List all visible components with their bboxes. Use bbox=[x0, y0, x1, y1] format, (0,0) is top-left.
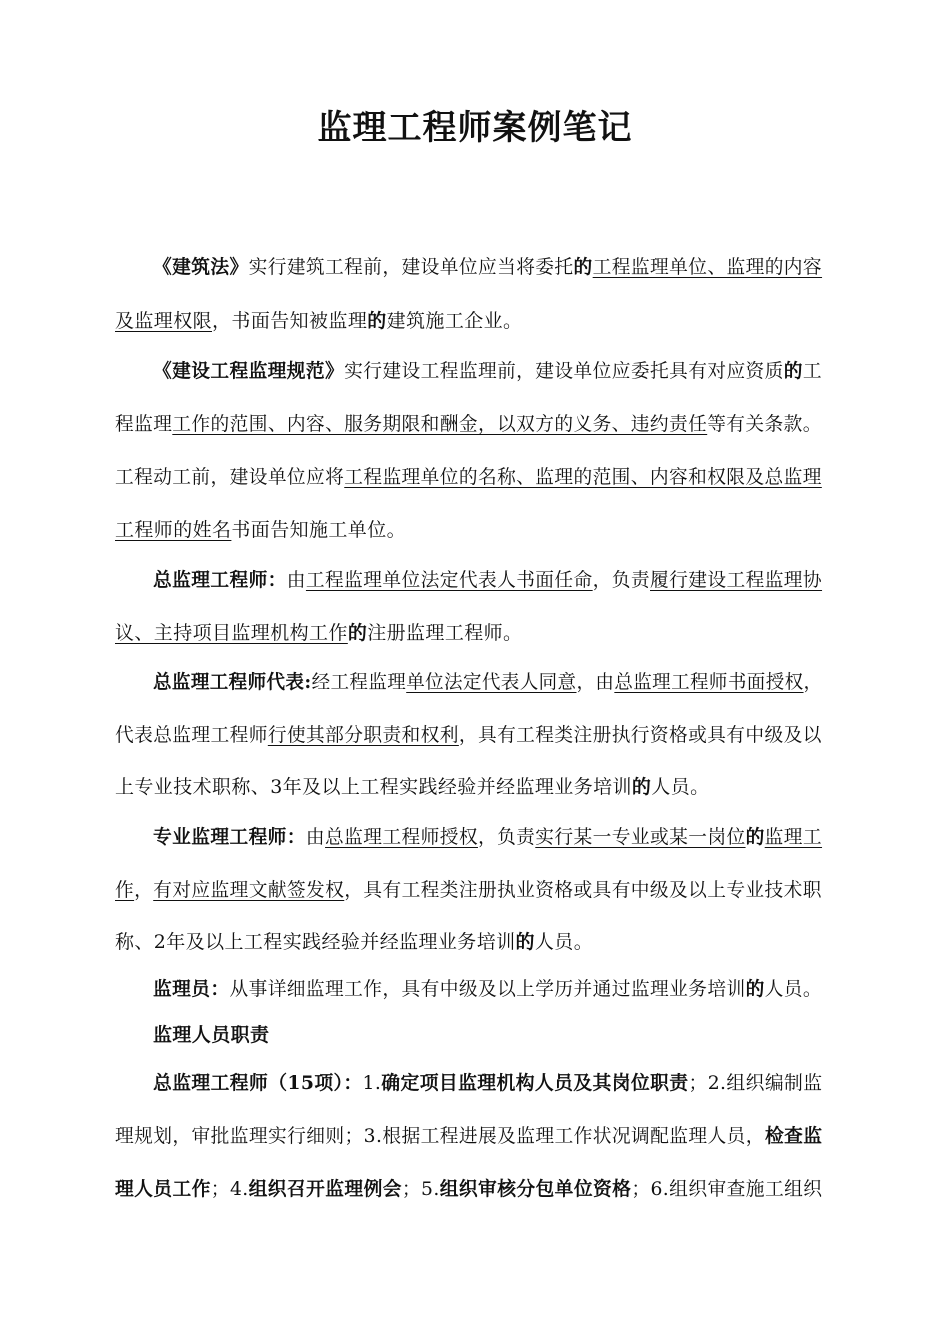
text-run: 的 bbox=[347, 622, 368, 644]
underlined-text: 及监理权限 bbox=[115, 310, 213, 332]
bold-text: 组织召开监理例会 bbox=[248, 1178, 402, 1200]
underlined-text: 工作的范围、内容、服务期限和酬金，以双方的义务、违约责任 bbox=[172, 413, 708, 435]
term-heading: 专业监理工程师： bbox=[153, 826, 306, 848]
text-run: 注册监理工程师。 bbox=[367, 622, 523, 644]
text-run: ；4. bbox=[210, 1178, 249, 1200]
text-run: 由 bbox=[286, 569, 306, 591]
paragraph-construction-law-line-2 bbox=[115, 306, 522, 333]
underlined-text: 监理工 bbox=[764, 826, 823, 848]
bold-text: 理人员工作 bbox=[115, 1178, 211, 1200]
paragraph-supervision-spec-line-3 bbox=[115, 462, 822, 489]
term-heading: 总监理工程师： bbox=[153, 569, 287, 591]
underlined-text: 工程监理单位的名称、监理的范围、内容和权限及总监理 bbox=[344, 466, 822, 488]
bold-text: 检查监 bbox=[764, 1125, 823, 1147]
paragraph-specialist-engineer-line-1 bbox=[153, 822, 822, 849]
law-name: 《建筑法》 bbox=[153, 256, 249, 278]
text-run: 称、2年及以上工程实践经验并经监理业务培训 bbox=[115, 931, 516, 953]
bold-text: 组织审核分包单位资格 bbox=[439, 1178, 632, 1200]
text-run: 由 bbox=[305, 826, 326, 848]
text-run: ，具有工程类注册执业资格或具有中级及以上专业技术职 bbox=[344, 879, 822, 901]
underlined-text: 总监理工程师授权 bbox=[325, 826, 478, 848]
underlined-text: 单位法定代表人同意 bbox=[406, 671, 577, 693]
text-run: 代表总监理工程师 bbox=[115, 724, 268, 746]
underlined-text: 有对应监理文献签发权 bbox=[153, 879, 345, 901]
text-run: 人员。 bbox=[534, 931, 594, 953]
text-run: 人员。 bbox=[764, 978, 823, 1000]
underlined-text: 作 bbox=[115, 879, 135, 901]
text-run: 工程动工前，建设单位应将 bbox=[115, 466, 345, 488]
text-run: ，具有工程类注册执行资格或具有中级及以 bbox=[458, 724, 822, 746]
page-title: 监理工程师案例笔记 bbox=[317, 108, 633, 148]
paragraph-specialist-engineer-line-2 bbox=[115, 875, 822, 902]
term-heading: 监理员： bbox=[153, 978, 230, 1000]
text-run: 的 bbox=[745, 826, 765, 848]
text-run: 上专业技术职称、3年及以上工程实践经验并经监理业务培训 bbox=[115, 776, 632, 798]
text-run: 的 bbox=[515, 931, 535, 953]
text-run: ；6.组织审查施工组织 bbox=[631, 1178, 823, 1200]
underlined-text: 行使其部分职责和权利 bbox=[267, 724, 459, 746]
bold-text: 确定项目监理机构人员及其岗位职责 bbox=[381, 1072, 689, 1094]
underlined-text: 工程监理单位、监理的内容 bbox=[592, 256, 823, 278]
underlined-text: 实行某一专业或某一岗位 bbox=[535, 826, 746, 848]
text-run: 监理 bbox=[368, 671, 407, 693]
text-run: ；2.组织编制监 bbox=[688, 1072, 823, 1094]
text-run: ， bbox=[134, 879, 154, 901]
text-run: 理规划，审批监理实行细则；3.根据工程进展及监理工作状况调配监理人员， bbox=[115, 1125, 765, 1147]
text-run: 的 bbox=[631, 776, 652, 798]
section-heading: 监理人员职责 bbox=[153, 1024, 270, 1046]
paragraph-supervisor-line-1 bbox=[153, 974, 822, 1001]
text-run: 等有关条款。 bbox=[707, 413, 822, 435]
paragraph-chief-representative-line-2 bbox=[115, 720, 822, 747]
underlined-text: 总监理工程师书面授权 bbox=[614, 671, 804, 693]
text-run: ，书面告知被监理 bbox=[212, 310, 368, 332]
text-run: ；5. bbox=[401, 1178, 440, 1200]
text-run: 1. bbox=[362, 1072, 382, 1094]
text-run: 的 bbox=[783, 360, 803, 382]
text-run: ，由 bbox=[576, 671, 615, 693]
text-run: ， bbox=[803, 671, 823, 693]
text-run: 建筑施工企业。 bbox=[386, 310, 523, 332]
text-run: 的 bbox=[573, 256, 593, 278]
underlined-text: 履行建设工程监理协 bbox=[650, 569, 823, 591]
text-run: 人员。 bbox=[651, 776, 710, 798]
text-run: 实行建设工程监理前，建设单位应委托具有对应资质 bbox=[344, 360, 784, 382]
text-run: ，负责 bbox=[477, 826, 536, 848]
underlined-text: 工程师的姓名 bbox=[115, 519, 232, 541]
text-run: 程监理 bbox=[115, 413, 173, 435]
paragraph-construction-law-line-1 bbox=[153, 252, 822, 279]
text-run: 经工程 bbox=[311, 671, 369, 693]
paragraph-chief-representative-line-3 bbox=[115, 772, 710, 799]
paragraph-chief-engineer-line-2 bbox=[115, 618, 522, 645]
text-run: 从事详细监理工作，具有中级及以上学历并通过监理业务培训 bbox=[229, 978, 746, 1000]
text-run: 实行建筑工程前，建设单位应当将委托 bbox=[248, 256, 574, 278]
text-run: 的 bbox=[745, 978, 765, 1000]
spec-name: 《建设工程监理规范》 bbox=[153, 360, 345, 382]
underlined-text: 工程监理单位法定代表人书面任命 bbox=[305, 569, 593, 591]
paragraph-duties-line-2 bbox=[115, 1121, 822, 1148]
paragraph-duties-line-3 bbox=[115, 1174, 822, 1201]
term-heading: 总监理工程师代表: bbox=[153, 671, 312, 693]
paragraph-supervision-spec-line-4 bbox=[115, 515, 406, 542]
paragraph-chief-representative-line-1 bbox=[153, 667, 822, 694]
paragraph-chief-engineer-line-1 bbox=[153, 565, 822, 592]
paragraph-specialist-engineer-line-3 bbox=[115, 927, 593, 954]
underlined-text: 议、主持项目监理机构工作 bbox=[115, 622, 348, 644]
text-run: 工 bbox=[802, 360, 823, 382]
paragraph-supervision-spec-line-1 bbox=[153, 356, 822, 383]
paragraph-supervision-spec-line-2 bbox=[115, 409, 822, 436]
term-heading: 总监理工程师（15项）： bbox=[153, 1072, 363, 1094]
text-run: 书面告知施工单位。 bbox=[231, 519, 407, 541]
text-run: 的 bbox=[367, 310, 387, 332]
paragraph-duties-line-1 bbox=[153, 1068, 822, 1095]
text-run: ，负责 bbox=[592, 569, 651, 591]
